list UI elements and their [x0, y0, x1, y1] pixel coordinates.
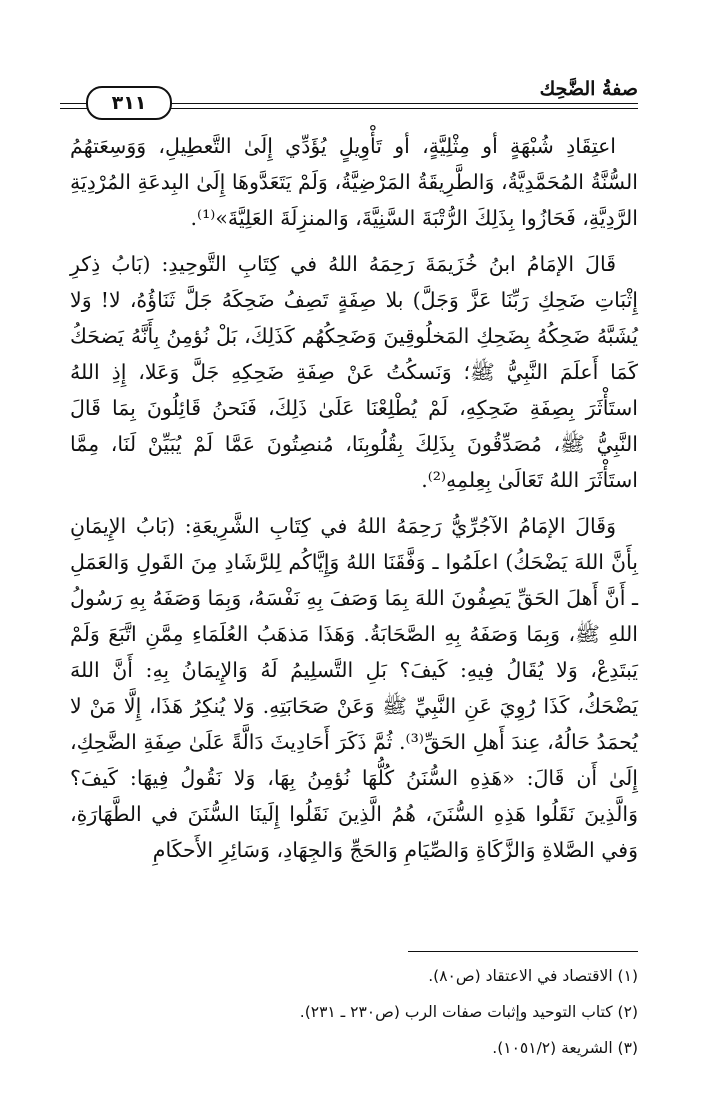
page-number: ٣١١	[86, 86, 172, 120]
paragraph-2: قَالَ الإمَامُ ابنُ خُزَيمَةَ رَحِمَهُ اللهُ في كِتَابِ التَّوحِيدِ: (بَابُ ذِكرِ إِثْبَاتِ ضَحِكِ رَبِّنَا عَزَّ وَجَلَّ) بلا صِفَةٍ تَصِفُ ضَحِكَهُ جَلَّ ثَنَاؤُهُ، لا! وَلا يُشَبَّهُ ضَحِكُهُ بِضَحِكِ المَخلُوقِينَ وَضَحِكُهُم كَذَلِكَ، بَلْ نُؤمِنُ بِأَنَّهُ يَضحَكُ كَمَا أَعلَمَ النَّبِيُّ ﷺ؛ وَنَسكُتُ عَنْ صِفَةِ ضَحِكِهِ جَلَّ وَعَلا، إِذِ اللهُ استَأْثَرَ بِصِفَةِ ضَحِكِهِ، لَمْ يُطْلِعْنَا عَلَىٰ ذَلِكَ، فَنَحنُ قَائِلُونَ بِمَا قَالَ النَّبِيُّ ﷺ، مُصَدِّقُونَ بِذَلِكَ بِقُلُوبِنَا، مُنصِتُونَ عَمَّا لَمْ يُبَيِّنْ لَنَا، مِمَّا استَأْثَرَ اللهُ تَعَالَىٰ بِعِلمِهِ⁽²⁾.	[70, 252, 638, 492]
footnote-3: (٣) الشريعة (١٠٥١/٢).	[492, 1039, 638, 1057]
main-text	[70, 128, 638, 878]
footnote-1: (١) الاقتصاد في الاعتقاد (ص٨٠).	[428, 967, 638, 985]
page-header	[60, 78, 638, 122]
footnote-2: (٢) كتاب التوحيد وإثبات صفات الرب (ص٢٣٠ ـ ٢٣١).	[299, 1003, 638, 1021]
footnotes	[70, 958, 638, 1066]
paragraph-3: وَقَالَ الإمَامُ الآجُرِّيُّ رَحِمَهُ اللهُ في كِتَابِ الشَّرِيعَةِ: (بَابُ الإِيمَانِ بِأَنَّ اللهَ يَضْحَكُ) اعلَمُوا ـ وَفَّقَنَا اللهُ وَإِيَّاكُم لِلرَّشَادِ مِنَ القَولِ وَالعَمَلِ ـ أَنَّ أَهلَ الحَقِّ يَصِفُونَ اللهَ بِمَا وَصَفَ بِهِ نَفْسَهُ، وَبِمَا وَصَفَهُ بِهِ رَسُولُ اللهِ ﷺ، وَبِمَا وَصَفَهُ بِهِ الصَّحَابَةُ. وَهَذَا مَذهَبُ العُلَمَاءِ مِمَّنِ اتَّبَعَ وَلَمْ يَبتَدِعْ، وَلا يُقَالُ فِيهِ: كَيفَ؟ بَلِ التَّسلِيمُ لَهُ وَالإِيمَانُ بِهِ: أَنَّ اللهَ يَضْحَكُ، كَذَا رُوِيَ عَنِ النَّبِيِّ ﷺ وَعَنْ صَحَابَتِهِ. وَلا يُنكِرُ هَذَا، إِلَّا مَنْ لا يُحمَدُ حَالُهُ، عِندَ أَهلِ الحَقِّ⁽³⁾. ثُمَّ ذَكَرَ أَحَادِيثَ دَالَّةً عَلَىٰ صِفَةِ الضَّحِكِ، إِلَىٰ أَن قَالَ: «هَذِهِ السُّنَنُ كُلُّهَا نُؤمِنُ بِهَا، وَلا نَقُولُ فِيهَا: كَيفَ؟ وَالَّذِينَ نَقَلُوا هَذِهِ السُّنَنَ، هُمُ الَّذِينَ نَقَلُوا إِلَينَا السُّنَنَ في الطَّهَارَةِ، وَفي الصَّلاةِ وَالزَّكَاةِ وَالصِّيَامِ وَالحَجِّ وَالجِهَادِ، وَسَائِرِ الأَحكَامِ	[70, 514, 639, 862]
running-title: صفةُ الضَّحِك	[539, 78, 638, 100]
paragraph-1: اعتِقَادِ شُبْهَةٍ أو مِثْلِيَّةٍ، أو تَأْوِيلٍ يُؤَدِّي إِلَىٰ التَّعطِيلِ، وَوَسِعَتهُمُ السُّنَّةُ المُحَمَّدِيَّةُ، وَالطَّرِيقَةُ المَرْضِيَّةُ، وَلَمْ يَتَعَدَّوهَا إِلَىٰ البِدعَةِ المُرْدِيَةِ الرَّدِيَّةِ، فَحَازُوا بِذَلِكَ الرُّتْبَةَ السَّنِيَّةَ، وَالمنزِلَةَ العَلِيَّةَ»⁽¹⁾.	[70, 134, 638, 230]
footnote-divider	[408, 951, 638, 952]
